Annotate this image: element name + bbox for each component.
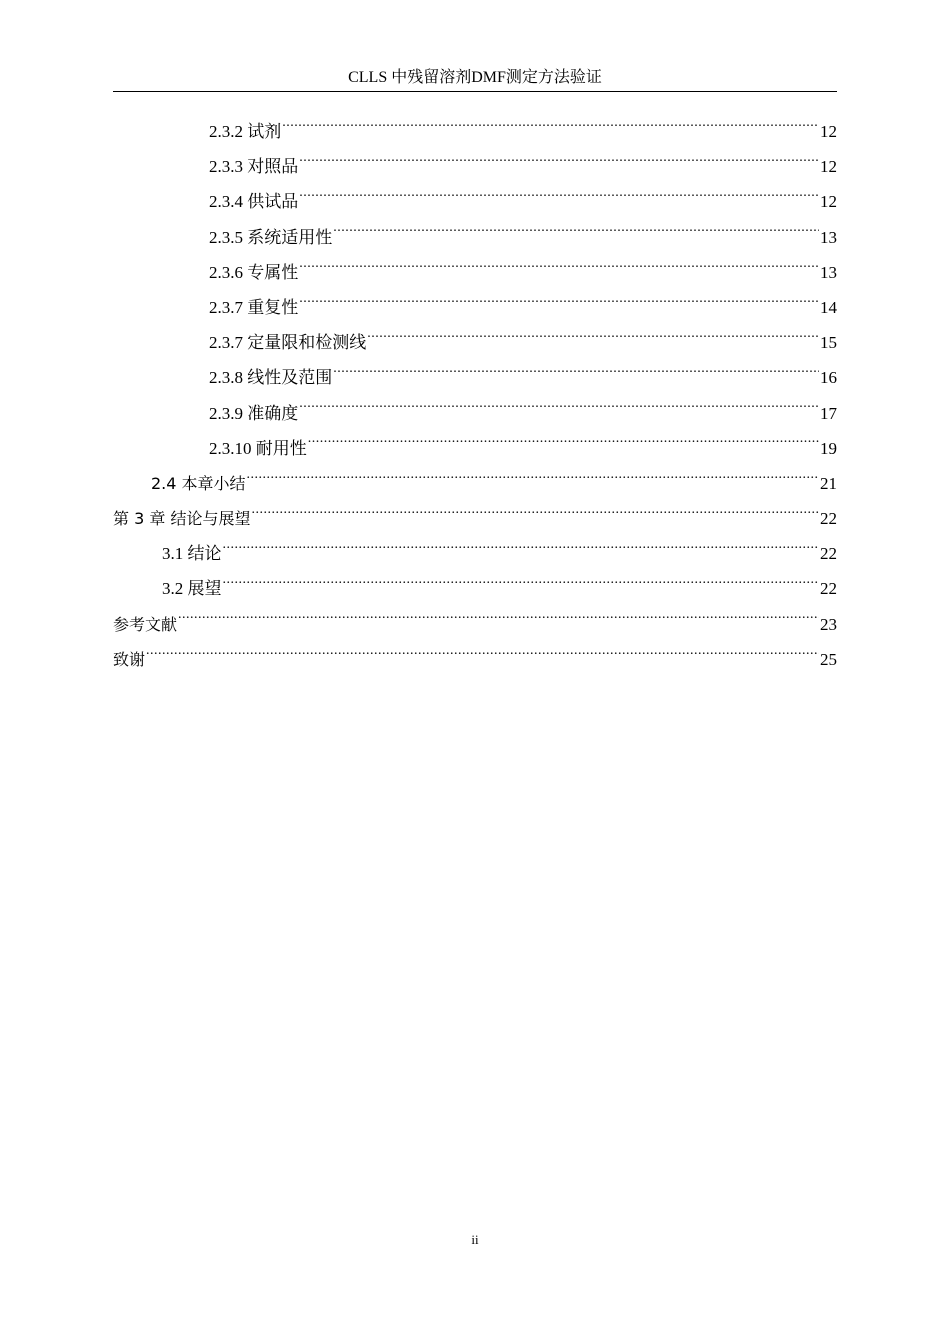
toc-dot-leader xyxy=(223,542,820,559)
toc-entry[interactable] xyxy=(113,607,837,642)
table-of-contents xyxy=(113,114,837,677)
toc-entry-page: 15 xyxy=(820,333,837,353)
toc-entry-title: 致谢 xyxy=(113,649,146,669)
toc-entry-page: 13 xyxy=(820,227,837,247)
toc-dot-leader xyxy=(247,472,819,489)
toc-dot-leader xyxy=(299,155,819,172)
toc-entry-page: 14 xyxy=(820,297,837,317)
toc-dot-leader xyxy=(178,613,819,630)
toc-entry[interactable] xyxy=(113,466,837,501)
page-header: CLLS 中残留溶剂DMF测定方法验证 xyxy=(348,69,602,86)
toc-dot-leader xyxy=(251,507,819,524)
toc-entry[interactable] xyxy=(113,114,837,149)
toc-entry-page: 22 xyxy=(820,509,837,529)
toc-entry-title: 2.3.3 对照品 xyxy=(209,157,299,177)
toc-entry-title: 第 3 章 结论与展望 xyxy=(113,509,251,529)
toc-dot-leader xyxy=(299,261,819,278)
toc-entry[interactable] xyxy=(113,642,837,677)
toc-entry-page: 25 xyxy=(820,649,837,669)
toc-dot-leader xyxy=(367,331,819,348)
toc-entry-page: 19 xyxy=(820,438,837,458)
toc-entry-page: 17 xyxy=(820,403,837,423)
toc-dot-leader xyxy=(299,296,819,313)
toc-entry-page: 13 xyxy=(820,262,837,282)
toc-entry-page: 22 xyxy=(820,579,837,599)
toc-entry[interactable] xyxy=(113,431,837,466)
toc-entry-title: 2.4 本章小结 xyxy=(151,473,246,493)
toc-entry-title: 2.3.6 专属性 xyxy=(209,262,299,282)
toc-dot-leader xyxy=(223,577,820,594)
toc-entry[interactable] xyxy=(113,536,837,571)
toc-entry-title: 2.3.2 试剂 xyxy=(209,122,282,141)
toc-entry-title: 2.3.4 供试品 xyxy=(209,192,299,212)
toc-entry-title: 2.3.8 线性及范围 xyxy=(209,368,333,388)
toc-entry[interactable] xyxy=(113,571,837,606)
toc-entry[interactable] xyxy=(113,501,837,536)
toc-entry-page: 22 xyxy=(820,544,837,564)
toc-entry-title: 2.3.5 系统适用性 xyxy=(209,227,333,247)
toc-entry-page: 12 xyxy=(820,157,837,177)
toc-entry-title: 3.1 结论 xyxy=(162,544,222,564)
toc-entry[interactable] xyxy=(113,220,837,255)
toc-dot-leader xyxy=(308,437,819,454)
header-rule xyxy=(113,91,837,92)
toc-entry[interactable] xyxy=(113,184,837,219)
toc-entry[interactable] xyxy=(113,396,837,431)
toc-entry-title: 2.3.7 重复性 xyxy=(209,297,299,317)
toc-entry-page: 16 xyxy=(820,368,837,388)
page-number: ii xyxy=(471,1232,479,1247)
toc-entry-page: 23 xyxy=(820,614,837,634)
toc-dot-leader xyxy=(282,120,819,137)
toc-entry[interactable] xyxy=(113,360,837,395)
toc-entry-title: 2.3.10 耐用性 xyxy=(209,438,307,458)
toc-dot-leader xyxy=(299,190,819,207)
toc-entry-title: 2.3.7 定量限和检测线 xyxy=(209,333,367,353)
toc-entry[interactable] xyxy=(113,290,837,325)
toc-entry-page: 21 xyxy=(820,473,837,493)
toc-entry[interactable] xyxy=(113,325,837,360)
toc-dot-leader xyxy=(299,402,819,419)
toc-entry-title: 2.3.9 准确度 xyxy=(209,403,299,423)
toc-entry[interactable] xyxy=(113,255,837,290)
toc-entry-title: 参考文献 xyxy=(113,614,178,634)
toc-dot-leader xyxy=(333,226,819,243)
toc-dot-leader xyxy=(333,366,819,383)
toc-entry[interactable] xyxy=(113,149,837,184)
toc-entry-page: 12 xyxy=(820,192,837,212)
toc-entry-page: 12 xyxy=(820,122,837,141)
toc-entry-title: 3.2 展望 xyxy=(162,579,222,599)
toc-dot-leader xyxy=(146,648,819,665)
